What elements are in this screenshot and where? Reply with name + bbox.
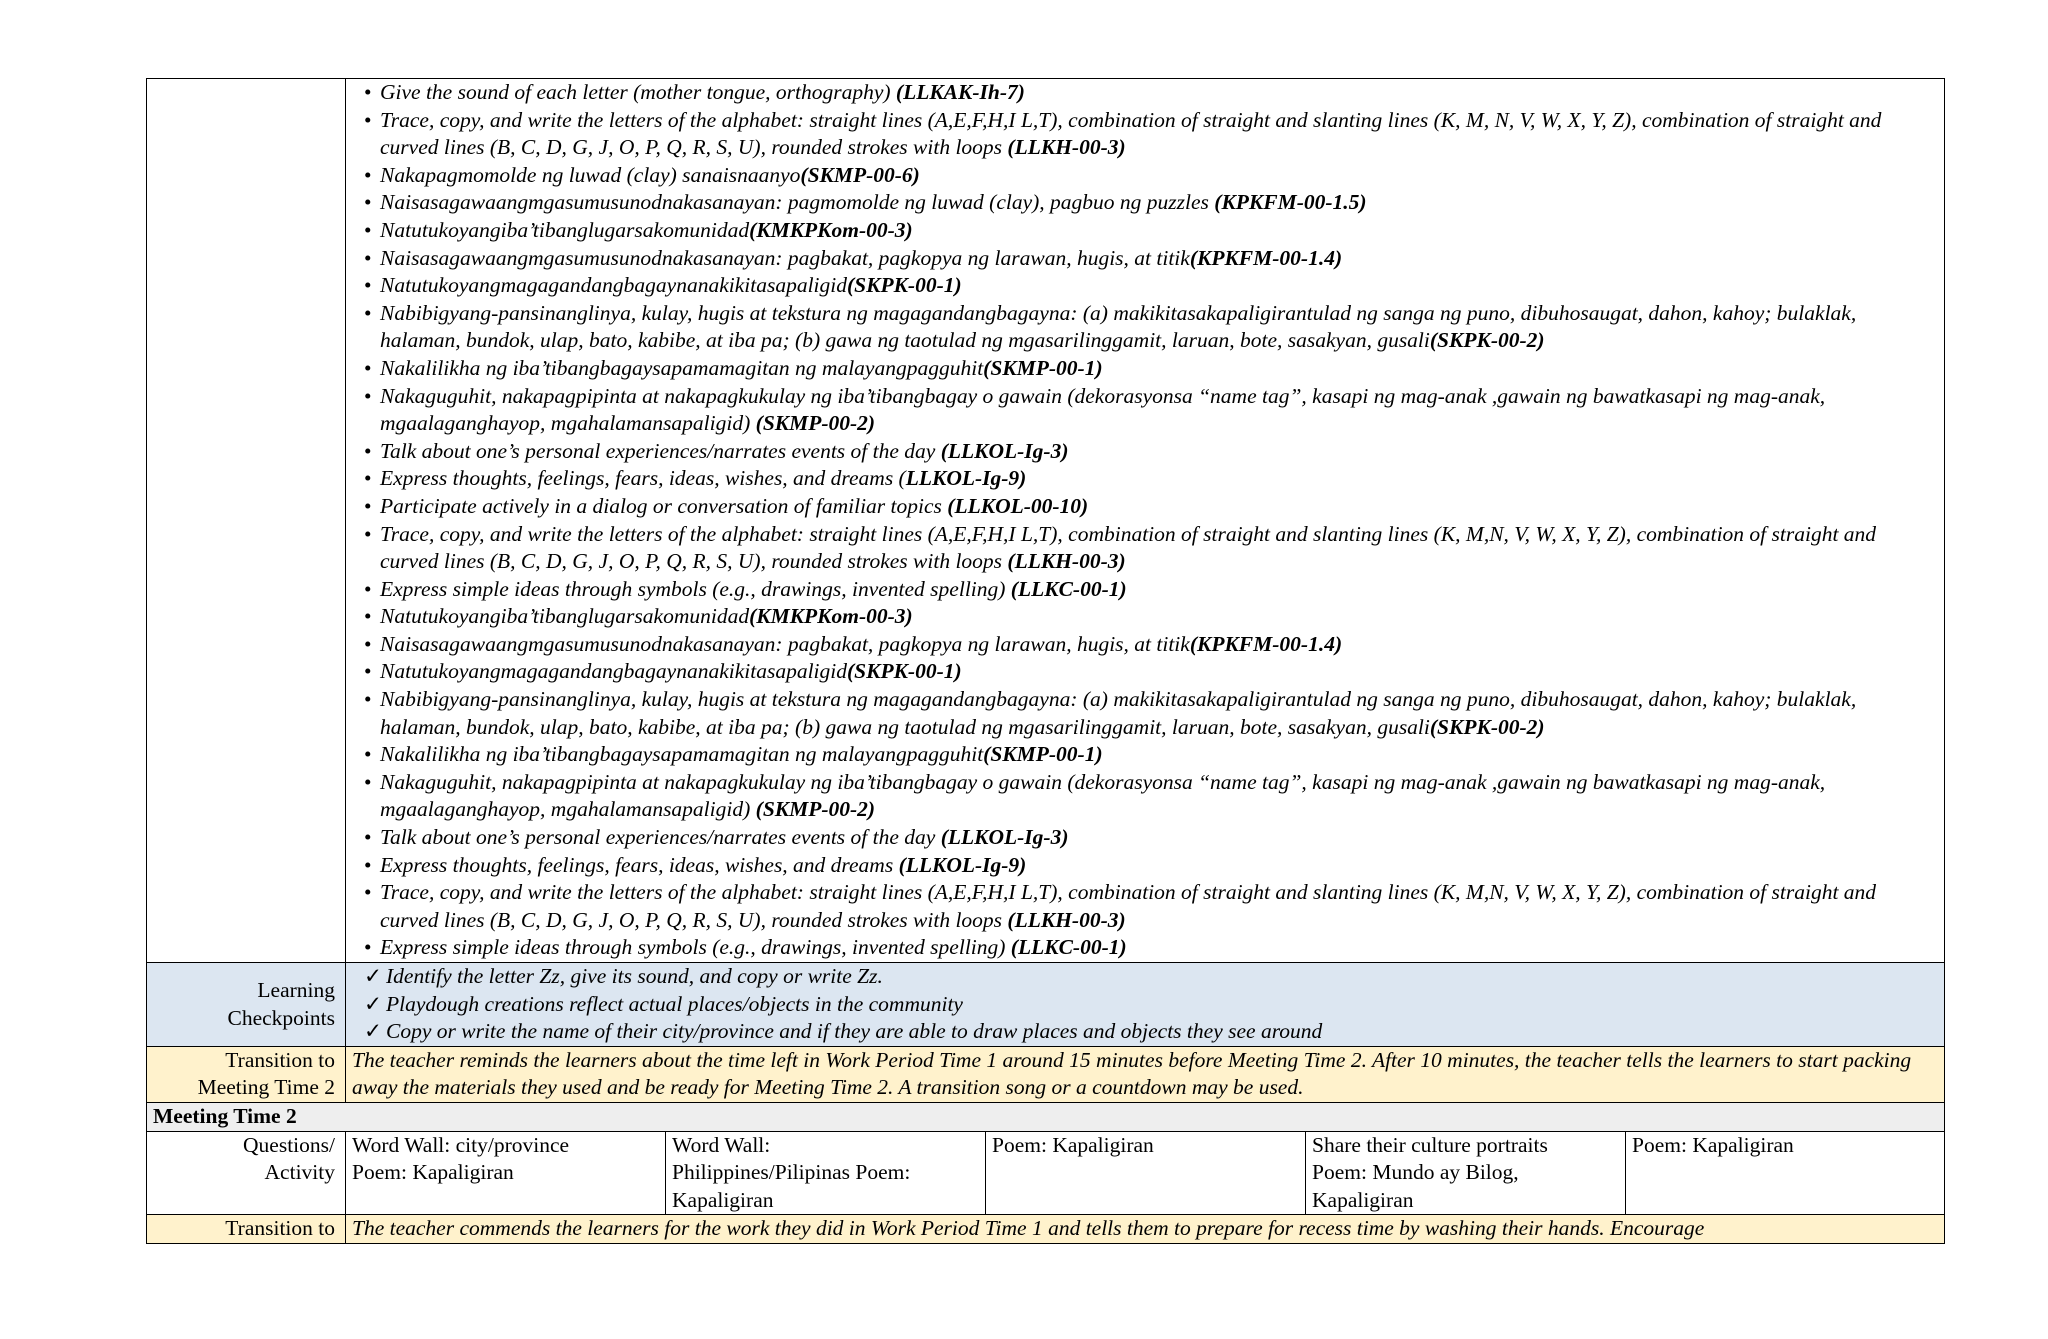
competency-code: LLKOL-Ig-9) — [905, 466, 1027, 491]
competency-code: (KMKPKom-00-3) — [749, 217, 913, 242]
competency-code: (LLKOL-Ig-3) — [940, 438, 1069, 463]
transition-meeting2-row — [147, 1046, 1945, 1102]
competency-item — [364, 879, 1938, 934]
competency-text: Talk about one’s personal experiences/narrates events of the day — [380, 825, 941, 850]
transition-recess-row — [147, 1215, 1945, 1244]
label-line: Transition to — [225, 1047, 335, 1072]
competency-list — [352, 79, 1938, 962]
competency-text: Express thoughts, feelings, fears, ideas, wishes, and dreams ( — [380, 466, 906, 491]
competency-text: Nakalilikha ng iba’tibangbagaysapamamagitan ng malayangpagguhit — [380, 742, 984, 767]
label-line: Checkpoints — [227, 1005, 335, 1030]
competency-text: Naisasagawaangmgasumusunodnakasanayan: pagbakat, pagkopya ng larawan, hugis, at titik — [380, 245, 1190, 270]
competency-text: Trace, copy, and write the letters of the alphabet: straight lines (A,E,F,H,I L,T), combination of straight and slanting lines (K, M,N, V, W, X, Y, Z), combination of straight and curved lines (B, C, D, G, J, O, P, Q, R, S, U), rounded strokes with loops — [380, 880, 1877, 932]
meeting-time-2-heading: Meeting Time 2 — [147, 1102, 1945, 1131]
competency-code: (SKPK-00-1) — [847, 659, 962, 684]
competency-code: (LLKH-00-3) — [1007, 549, 1126, 574]
competency-text: Trace, copy, and write the letters of the alphabet: straight lines (A,E,F,H,I L,T), combination of straight and slanting lines (K, M,N, V, W, X, Y, Z), combination of straight and curved lines (B, C, D, G, J, O, P, Q, R, S, U), rounded strokes with loops — [380, 521, 1877, 574]
label-line: Learning — [257, 978, 335, 1002]
competency-code: (SKMP-00-1) — [983, 742, 1103, 767]
competency-code: (SKMP-00-2) — [755, 797, 876, 822]
competency-text: Natutukoyangiba’tibanglugarsakomunidad — [380, 217, 750, 242]
competency-code: (KMKPKom-00-3) — [749, 604, 913, 629]
competency-text: Nakalilikha ng iba’tibangbagaysapamamagitan ng malayangpagguhit — [380, 355, 984, 380]
label-line: Questions/ — [243, 1132, 335, 1157]
competency-text: Nakapagmomolde ng luwad (clay) sanaisnaanyo — [380, 162, 801, 187]
transition-recess-text: The teacher commends the learners for the work they did in Work Period Time 1 and tells them to prepare for recess time by washing their hands. Encourage — [346, 1215, 1945, 1244]
competency-code: (KPKFM-00-1.4) — [1189, 631, 1343, 656]
activity-line: Poem: Kapaligiran — [352, 1160, 514, 1185]
activity-line: Share their culture portraits — [1312, 1132, 1548, 1157]
day-4-activity — [1306, 1131, 1626, 1215]
competency-code: (SKMP-00-6) — [800, 162, 920, 187]
checkpoint-item — [364, 991, 1938, 1019]
competency-item — [364, 658, 1938, 686]
checkpoint-item — [364, 963, 1938, 991]
learning-checkpoints-label — [147, 963, 346, 1047]
learning-checkpoints-cell — [346, 963, 1945, 1047]
competency-text: Natutukoyangiba’tibanglugarsakomunidad — [380, 604, 750, 629]
competency-text: Nabibigyang-pansinanglinya, kulay, hugis at tekstura ng magagandangbagayna: (a) makikitasakapaligirantulad ng sanga ng puno, dibuhosaugat, dahon, kahoy; bulaklak, halaman, bundok, ulap, bato, kabibe, at iba pa; (b) gawa ng taotulad ng mgasarilinggamit, laruan, bote, sasakyan, gusali — [380, 300, 1857, 353]
activity-line: Kapaligiran — [672, 1187, 774, 1212]
competency-item — [364, 603, 1938, 631]
transition-meeting2-label — [147, 1046, 346, 1102]
competency-item — [364, 934, 1938, 962]
checkpoint-text: Playdough creations reflect actual places/objects in the community — [386, 991, 963, 1016]
competency-code: (LLKH-00-3) — [1007, 135, 1126, 160]
competency-code: (LLKOL-00-10) — [947, 493, 1089, 518]
competency-text: Natutukoyangmagagandangbagaynanakikitasapaligid — [380, 659, 847, 684]
competency-code: (SKMP-00-1) — [983, 355, 1103, 380]
day-5-activity — [1626, 1131, 1945, 1215]
label-line: Activity — [264, 1160, 335, 1185]
competency-item — [364, 493, 1938, 521]
check-icon: ✓ — [364, 1019, 383, 1044]
day-2-activity — [666, 1131, 986, 1215]
questions-activity-label — [147, 1131, 346, 1215]
transition-recess-label: Transition to — [147, 1215, 346, 1244]
competency-item — [364, 189, 1938, 217]
competency-text: Nabibigyang-pansinanglinya, kulay, hugis at tekstura ng magagandangbagayna: (a) makikitasakapaligirantulad ng sanga ng puno, dibuhosaugat, dahon, kahoy; bulaklak, halaman, bundok, ulap, bato, kabibe, at iba pa; (b) gawa ng taotulad ng mgasarilinggamit, laruan, bote, sasakyan, gusali — [380, 687, 1857, 739]
transition-meeting2-text: The teacher reminds the learners about the time left in Work Period Time 1 around 15 minutes before Meeting Time 2. After 10 minutes, the teacher tells the learners to start packing away the materials they used and be ready for Meeting Time 2. A transition song or a countdown may be used. — [346, 1046, 1945, 1102]
competency-item — [364, 355, 1938, 383]
competency-text: Talk about one’s personal experiences/narrates events of the day — [380, 438, 941, 463]
competency-item — [364, 162, 1938, 190]
competency-text: Express simple ideas through symbols (e.g., drawings, invented spelling) — [380, 576, 1011, 601]
competency-item — [364, 769, 1938, 824]
competency-item — [364, 383, 1938, 438]
learning-checkpoints-row — [147, 963, 1945, 1047]
checkpoint-text: Copy or write the name of their city/province and if they are able to draw places and objects they see around — [386, 1019, 1323, 1044]
competency-text: Nakaguguhit, nakapagpipinta at nakapagkukulay ng iba’tibangbagay o gawain (dekorasyonsa “name tag”, kasapi ng mag-anak ,gawain ng bawatkasapi ng mag-anak, mgaalaganghayop, mgahalamansapaligid) — [380, 383, 1826, 436]
activity-line: Kapaligiran — [1312, 1187, 1414, 1212]
day-3-activity — [986, 1131, 1306, 1215]
label-line: Meeting Time 2 — [197, 1075, 335, 1100]
competency-code: (LLKAK-Ih-7) — [895, 80, 1025, 104]
lesson-plan-table — [146, 78, 1945, 1244]
activity-line: Word Wall: — [672, 1132, 771, 1157]
competency-item — [364, 272, 1938, 300]
competency-text: Give the sound of each letter (mother tongue, orthography) — [380, 80, 896, 104]
day-1-activity — [346, 1131, 666, 1215]
competency-item — [364, 852, 1938, 880]
competency-code: (LLKC-00-1) — [1010, 576, 1127, 601]
activity-line: Poem: Kapaligiran — [1632, 1132, 1794, 1157]
competency-item — [364, 245, 1938, 273]
competency-text: Express simple ideas through symbols (e.g., drawings, invented spelling) — [380, 935, 1011, 960]
competency-item — [364, 631, 1938, 659]
competency-text: Participate actively in a dialog or conversation of familiar topics — [380, 493, 948, 518]
competency-text: Trace, copy, and write the letters of the alphabet: straight lines (A,E,F,H,I L,T), combination of straight and slanting lines (K, M, N, V, W, X, Y, Z), combination of straight and curved lines (B, C, D, G, J, O, P, Q, R, S, U), rounded strokes with loops — [380, 107, 1882, 160]
competencies-label-cell — [147, 79, 346, 963]
competency-code: (SKPK-00-2) — [1429, 714, 1545, 739]
competency-item — [364, 217, 1938, 245]
activity-line: Word Wall: city/province — [352, 1132, 570, 1157]
competency-text: Express thoughts, feelings, fears, ideas, wishes, and dreams — [380, 852, 899, 877]
check-icon: ✓ — [364, 964, 383, 988]
competency-code: (LLKOL-Ig-3) — [940, 825, 1069, 850]
competency-text: Nakaguguhit, nakapagpipinta at nakapagkukulay ng iba’tibangbagay o gawain (dekorasyonsa “name tag”, kasapi ng mag-anak ,gawain ng bawatkasapi ng mag-anak, mgaalaganghayop, mgahalamansapaligid) — [380, 769, 1826, 822]
competency-item — [364, 741, 1938, 769]
check-icon: ✓ — [364, 991, 383, 1016]
competency-text: Naisasagawaangmgasumusunodnakasanayan: pagmomolde ng luwad (clay), pagbuo ng puzzles — [380, 190, 1215, 215]
competency-item — [364, 686, 1938, 741]
competency-item — [364, 438, 1938, 466]
competency-code: (LLKOL-Ig-9) — [898, 852, 1027, 877]
competency-text: Natutukoyangmagagandangbagaynanakikitasapaligid — [380, 273, 847, 298]
checkpoint-item — [364, 1018, 1938, 1046]
activity-line: Poem: Mundo ay Bilog, — [1312, 1160, 1519, 1185]
questions-activity-row — [147, 1131, 1945, 1215]
competency-text: Naisasagawaangmgasumusunodnakasanayan: pagbakat, pagkopya ng larawan, hugis, at titik — [380, 631, 1190, 656]
activity-line: Philippines/Pilipinas Poem: — [672, 1160, 911, 1185]
competency-code: (KPKFM-00-1.4) — [1189, 245, 1343, 270]
competency-item — [364, 79, 1938, 107]
competency-item — [364, 300, 1938, 355]
competency-code: (SKPK-00-2) — [1429, 328, 1545, 353]
competency-code: (SKMP-00-2) — [755, 411, 876, 436]
activity-line: Poem: Kapaligiran — [992, 1132, 1154, 1157]
competency-item — [364, 824, 1938, 852]
competency-item — [364, 576, 1938, 604]
checkpoint-list — [352, 963, 1938, 1046]
competencies-row — [147, 79, 1945, 963]
competencies-cell — [346, 79, 1945, 963]
competency-code: (LLKC-00-1) — [1010, 935, 1127, 960]
competency-code: (KPKFM-00-1.5) — [1214, 190, 1367, 215]
meeting-time-2-heading-row — [147, 1102, 1945, 1131]
competency-code: (SKPK-00-1) — [847, 273, 962, 298]
competency-code: (LLKH-00-3) — [1007, 907, 1126, 932]
competency-item — [364, 521, 1938, 576]
checkpoint-text: Identify the letter Zz, give its sound, and copy or write Zz. — [386, 964, 883, 988]
competency-item — [364, 107, 1938, 162]
competency-item — [364, 465, 1938, 493]
